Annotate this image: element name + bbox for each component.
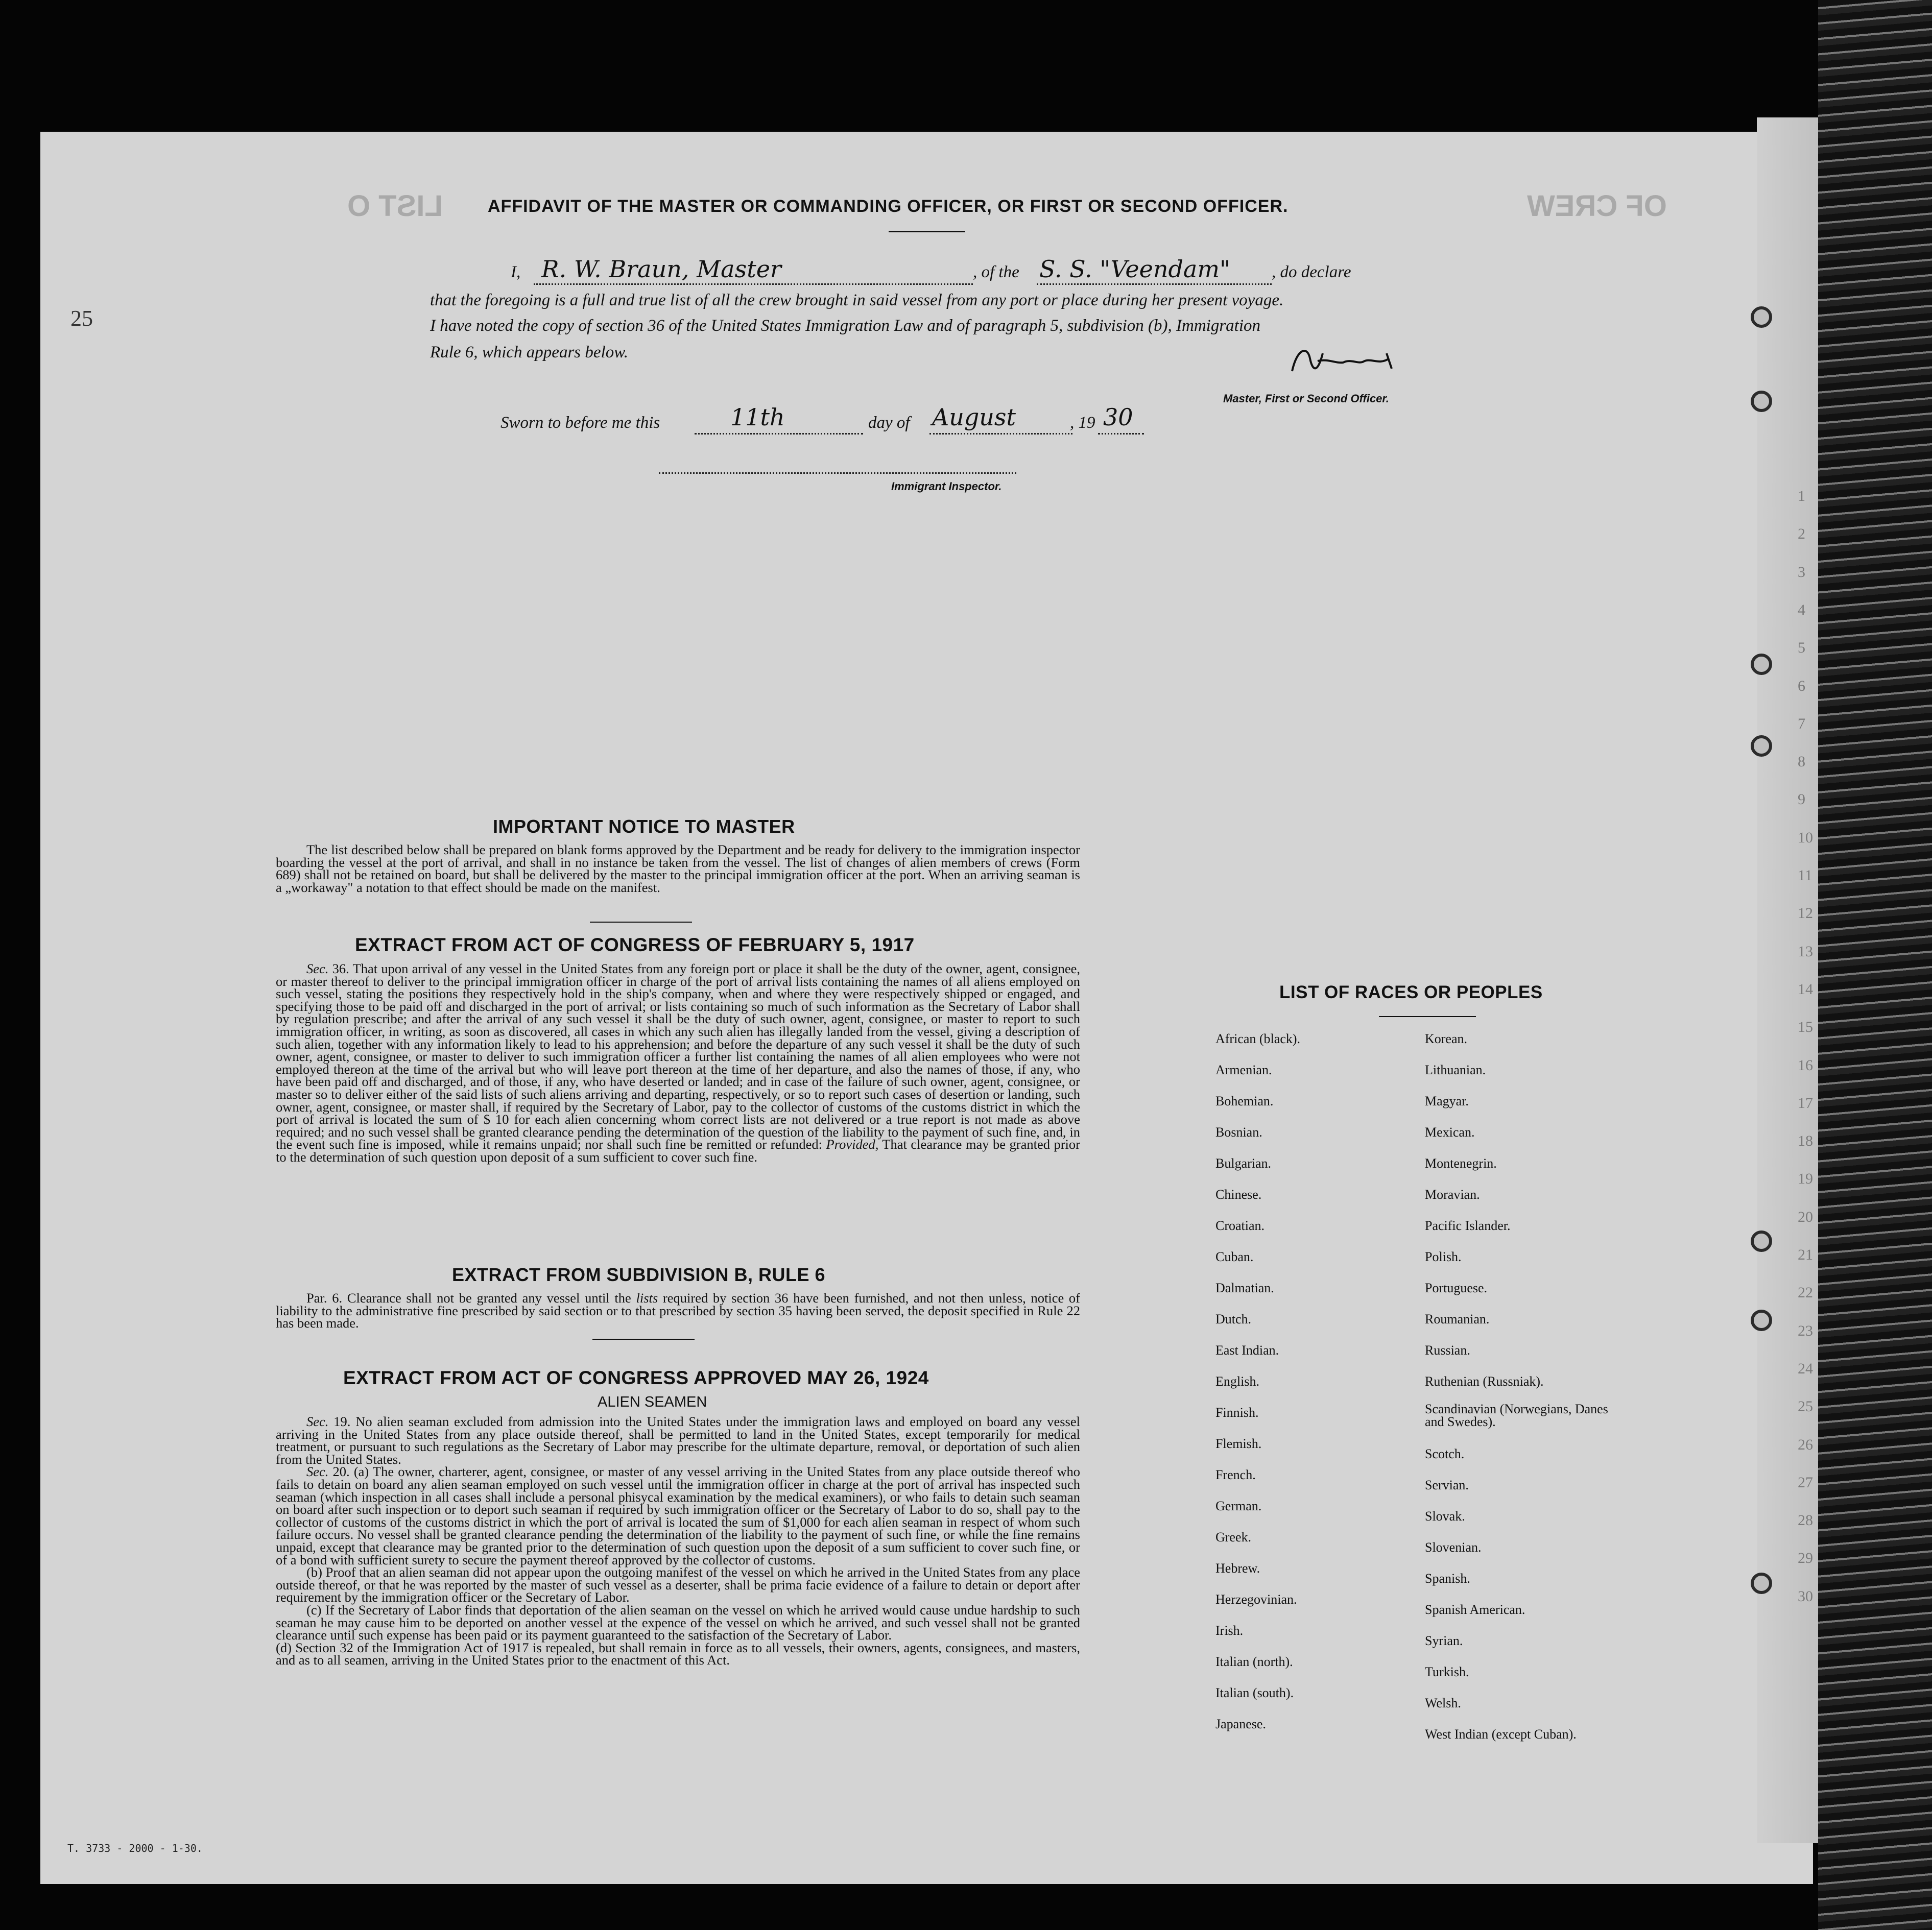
race-item: Italian (south).: [1215, 1685, 1294, 1700]
sec-label: Sec.: [306, 961, 329, 976]
race-item: Dutch.: [1215, 1312, 1252, 1326]
races-title: LIST OF RACES OR PEOPLES: [1279, 982, 1543, 1002]
race-item: Slovak.: [1425, 1509, 1465, 1524]
race-item: Slovenian.: [1425, 1540, 1482, 1555]
row-number: 20: [1798, 1208, 1813, 1225]
race-item: Greek.: [1215, 1530, 1252, 1545]
section-20a-text: 20. (a) The owner, charterer, agent, consignee, or master of any vessel arriving in the United States from any place outside thereof who fails to detain on board any alien seaman employed on such vessel until the immigration officer in charge at the port of arrival has inspected such seaman (which inspection in all cases shall include a personal phisycal examination by the medical examiners), or who fails to detain such seaman on board after such inspection or to deport such seaman if required by such immigration officer or the Secretary of Labor to do so, shall pay to the collector of customs of the customs district in which the port of arrival is located the sum of $1,000 for each alien seaman in respect of whom such failure occurs. No vessel shall be granted clearance pending the determination of the liability to the payment of such fine, or while the fine remains unpaid, except that clearance may be granted prior to the determination of such question upon the deposit of a sum sufficient to cover such fine, or of a bond with sufficient surety to secure the payment thereof approved by the collector of customs.: [276, 1464, 1080, 1567]
divider: [590, 922, 692, 923]
race-item: Italian (north).: [1215, 1654, 1293, 1669]
row-number: 24: [1798, 1360, 1813, 1377]
race-item: Portuguese.: [1425, 1281, 1488, 1295]
race-item: Chinese.: [1215, 1187, 1262, 1202]
race-item: Welsh.: [1425, 1696, 1461, 1710]
page-number: 25: [70, 306, 93, 331]
signature-label: Master, First or Second Officer.: [1223, 392, 1389, 405]
punch-hole: [1751, 1573, 1772, 1594]
race-item: Mexican.: [1425, 1125, 1475, 1140]
sec-label: Sec.: [306, 1464, 329, 1480]
extract-1924-title: EXTRACT FROM ACT OF CONGRESS APPROVED MAY 26, 1924: [343, 1367, 929, 1388]
sworn-year-prefix: , 19: [1070, 414, 1095, 432]
row-number: 18: [1798, 1132, 1813, 1150]
race-item: Servian.: [1425, 1478, 1469, 1492]
row-number: 15: [1798, 1019, 1813, 1036]
row-number: 6: [1798, 677, 1805, 694]
affidavit-of-the: , of the: [973, 263, 1019, 281]
sworn-day-line: [695, 433, 863, 435]
section-20c-text: (c) If the Secretary of Labor finds that deportation of the alien seaman on the vessel on which he arrived would cause undue hardship to such seaman he may cause him to be deported on another vessel at the expence of the vessel on which he arrived, and such vessel shall not be granted clearance until such expense has been paid or its payment guaranteed to the satisfaction of the Secretary of Labor.: [276, 1602, 1080, 1643]
inspector-label: Immigrant Inspector.: [891, 480, 1002, 493]
row-number: 7: [1798, 715, 1805, 732]
notice-title: IMPORTANT NOTICE TO MASTER: [493, 816, 795, 837]
affidavit-title: AFFIDAVIT OF THE MASTER OR COMMANDING OFFICER, OR FIRST OR SECOND OFFICER.: [488, 197, 1289, 216]
section-19-text: 19. No alien seaman excluded from admission into the United States under the immigration laws and employed on board any vessel arriving in the United States from any place outside thereof, shall be permitted to land in the United States, except temporarily for medical treatment, or pursuant to such regulations as the Secretary of Labor may prescribe for the ultimate departure, removal, or deportation of such alien from the United States.: [276, 1414, 1080, 1467]
row-number: 26: [1798, 1436, 1813, 1453]
race-item: Irish.: [1215, 1623, 1244, 1638]
race-item: French.: [1215, 1467, 1256, 1482]
row-number: 8: [1798, 753, 1805, 770]
row-number: 17: [1798, 1094, 1813, 1112]
race-item: West Indian (except Cuban).: [1425, 1727, 1577, 1742]
race-item: Moravian.: [1425, 1187, 1480, 1202]
master-name-handwritten: R. W. Braun, Master: [541, 255, 781, 283]
race-item: Herzegovinian.: [1215, 1592, 1297, 1607]
race-item: Magyar.: [1425, 1094, 1469, 1108]
race-item: Bohemian.: [1215, 1094, 1274, 1108]
rule-6-text-a: Par. 6. Clearance shall not be granted any vessel until the: [306, 1290, 631, 1306]
race-item: Pacific Islander.: [1425, 1218, 1511, 1233]
race-item: Ruthenian (Russniak).: [1425, 1374, 1544, 1389]
row-number: 21: [1798, 1246, 1813, 1263]
rule-6-body: [276, 1292, 1080, 1330]
row-number: 28: [1798, 1512, 1813, 1529]
sworn-day-of: day of: [868, 414, 910, 432]
row-number: 27: [1798, 1474, 1813, 1491]
race-item: Scandinavian (Norwegians, Danes and Swedes).: [1425, 1402, 1608, 1429]
race-item: Cuban.: [1215, 1249, 1254, 1264]
row-number: 19: [1798, 1170, 1813, 1188]
bleed-through-title-left: LIST O: [347, 189, 443, 223]
race-item: Russian.: [1425, 1343, 1470, 1358]
race-item: Lithuanian.: [1425, 1063, 1486, 1077]
provided-word: Provided,: [826, 1137, 879, 1152]
row-number: 25: [1798, 1398, 1813, 1415]
row-number: 1: [1798, 488, 1805, 504]
row-number: 10: [1798, 829, 1813, 846]
lists-word: lists: [636, 1290, 658, 1306]
race-item: Hebrew.: [1215, 1561, 1260, 1576]
race-item: English.: [1215, 1374, 1259, 1389]
vessel-name-handwritten: S. S. "Veendam": [1039, 255, 1231, 283]
race-item: German.: [1215, 1499, 1262, 1513]
sworn-month-line: [929, 433, 1072, 435]
race-item: East Indian.: [1215, 1343, 1279, 1358]
race-item: Polish.: [1425, 1249, 1462, 1264]
row-number: 30: [1798, 1587, 1813, 1605]
section-20d-text: (d) Section 32 of the Immigration Act of 1917 is repealed, but shall remain in force as to all vessels, their owners, agents, consignees, and masters, and as to all seamen, arriving in the United States prior to the enactment of this Act.: [276, 1639, 1080, 1668]
sworn-prefix: Sworn to before me this: [500, 414, 660, 432]
race-item: Korean.: [1425, 1031, 1468, 1046]
extract-1924-body: [276, 1415, 1080, 1667]
sec-label: Sec.: [306, 1414, 329, 1429]
punch-hole: [1751, 306, 1772, 328]
extract-1917-body: [276, 962, 1080, 1164]
row-number: 2: [1798, 525, 1805, 543]
affidavit-line3: I have noted the copy of section 36 of the United States Immigration Law and of paragraph 5, subdivision (b), Immigration: [430, 317, 1261, 335]
row-number: 22: [1798, 1284, 1813, 1301]
punch-hole: [1751, 1231, 1772, 1252]
race-item: Japanese.: [1215, 1717, 1266, 1731]
affidavit-line2: that the foregoing is a full and true list of all the crew brought in said vessel from any port or place during her present voyage.: [430, 291, 1284, 309]
race-item: Croatian.: [1215, 1218, 1265, 1233]
race-item: Dalmatian.: [1215, 1281, 1274, 1295]
bleed-through-title-right: OF CREW: [1527, 189, 1667, 223]
row-number: 13: [1798, 943, 1813, 960]
rule-6-title: EXTRACT FROM SUBDIVISION B, RULE 6: [452, 1264, 826, 1285]
sworn-day-handwritten: 11th: [730, 403, 785, 431]
row-number: 11: [1798, 867, 1812, 884]
notice-body: [276, 843, 1080, 894]
row-number: 12: [1798, 905, 1813, 922]
punch-hole: [1751, 654, 1772, 675]
section-20b-text: (b) Proof that an alien seaman did not appear upon the outgoing manifest of the vessel on which he arrived in the United States from any place outside thereof, or that he was reported by the master of such vessel as a deserter, shall be prima facie evidence of a failure to detain or deport after requirement by the immigration officer or the Secretary of Labor.: [276, 1564, 1080, 1605]
sworn-month-handwritten: August: [932, 403, 1016, 431]
extract-1917-title: EXTRACT FROM ACT OF CONGRESS OF FEBRUARY 5, 1917: [355, 934, 915, 955]
vessel-name-line: [1037, 283, 1272, 285]
affidavit-declare: , do declare: [1272, 263, 1351, 281]
row-number: 5: [1798, 639, 1805, 657]
divider: [889, 231, 965, 232]
punch-hole: [1751, 391, 1772, 412]
race-item: Turkish.: [1425, 1664, 1469, 1679]
punch-hole: [1751, 735, 1772, 757]
rule-6-text-b: required by section 36 have been furnished, and not then unless, notice of liability to the administrative fine prescribed by said section or to that prescribed by section 35 having been served, the deposit specified in Rule 22 has been made.: [276, 1290, 1081, 1331]
section-36-text: 36. That upon arrival of any vessel in the United States from any foreign port or place it shall be the duty of the owner, agent, consignee, or master thereof to deliver to the principal immigration officer in charge of the port of arrival lists containing the names of all aliens employed on such vessel, stating the positions they respectively hold in the ship's company, when and where they were respectively shipped or engaged, and specifying those to be paid off and discharged in the port of arrival; or lists containing so much of such information as the Secretary of Labor shall by regulation prescribe; and after the arrival of any such vessel it shall be the duty of such owner, agent, consignee, or master to report to such immigration officer, in writing, as soon as discovered, all cases in which any such alien has illegally landed from the vessel, giving a description of such alien, together with any information likely to lead to his apprehension; and before the departure of any such vessel it shall be the duty of such owner, agent, consignee, or master to deliver to such immigration officer a further list containing the names of all alien employees who were not employed thereon at the time of the arrival but who will leave port thereon at the time of her departure, and also the names of those, if any, who have been paid off and discharged, and of those, if any, who have deserted or landed; and in case of the failure of such owner, agent, consignee, or master so to deliver either of the said lists of such aliens arriving and departing, respectively, or so to report such cases of desertion or landing, such owner, agent, consignee, or master shall, if required by the Secretary of Labor, pay to the collector of customs of the customs district in which the port of arrival is located the sum of $ 10 for each alien concerning whom correct lists are not delivered or a true report is not made as above required; and no such vessel shall be granted clearance pending the determination of the question of the liability to the payment of such fine, and, in the event such fine is imposed, while it remains unpaid; nor shall such fine be remitted or refunded:: [276, 961, 1080, 1152]
race-item: Roumanian.: [1425, 1312, 1490, 1326]
affidavit-i: I,: [511, 263, 521, 281]
divider: [592, 1339, 695, 1340]
row-number: 4: [1798, 601, 1805, 618]
row-number: 14: [1798, 980, 1813, 998]
row-number: 3: [1798, 563, 1805, 581]
torn-page-edge: [1818, 0, 1932, 1930]
row-number: 16: [1798, 1056, 1813, 1074]
race-item: Montenegrin.: [1425, 1156, 1497, 1171]
row-number: 23: [1798, 1322, 1813, 1339]
master-name-line: [534, 283, 973, 285]
sworn-year-line: [1098, 433, 1144, 435]
punch-hole: [1751, 1310, 1772, 1331]
master-signature: [1287, 343, 1399, 379]
race-item: Finnish.: [1215, 1405, 1259, 1420]
affidavit-line4: Rule 6, which appears below.: [430, 343, 629, 361]
race-item: Spanish.: [1425, 1571, 1470, 1586]
inspector-signature-line: [659, 472, 1016, 474]
sworn-year-handwritten: 30: [1103, 403, 1133, 431]
race-item: Syrian.: [1425, 1633, 1463, 1648]
form-number: T. 3733 - 2000 - 1-30.: [67, 1842, 203, 1854]
race-item: Flemish.: [1215, 1436, 1262, 1451]
row-number: 29: [1798, 1550, 1813, 1567]
race-item: Scotch.: [1425, 1446, 1465, 1461]
divider: [1379, 1016, 1476, 1017]
race-item: Bulgarian.: [1215, 1156, 1272, 1171]
race-item: Spanish American.: [1425, 1602, 1525, 1617]
section-36-end: That clearance may be granted prior to the determination of such question upon deposit of a sum sufficient to cover such fine.: [276, 1137, 1080, 1165]
race-item: African (black).: [1215, 1031, 1301, 1046]
alien-seamen-subtitle: ALIEN SEAMEN: [598, 1394, 707, 1410]
race-item: Bosnian.: [1215, 1125, 1262, 1140]
race-item: Armenian.: [1215, 1063, 1272, 1077]
row-number: 9: [1798, 791, 1805, 808]
notice-paragraph: The list described below shall be prepared on blank forms approved by the Department and be ready for delivery to the immigration inspector boarding the vessel at the port of arrival, and shall in no instance be taken from the vessel. The list of changes of alien members of crews (Form 689) shall not be retained on board, but shall be delivered by the master to the principal immigration officer at the port. When an arriving seaman is a „workaway" a notation to that effect should be made on the manifest.: [276, 842, 1080, 895]
